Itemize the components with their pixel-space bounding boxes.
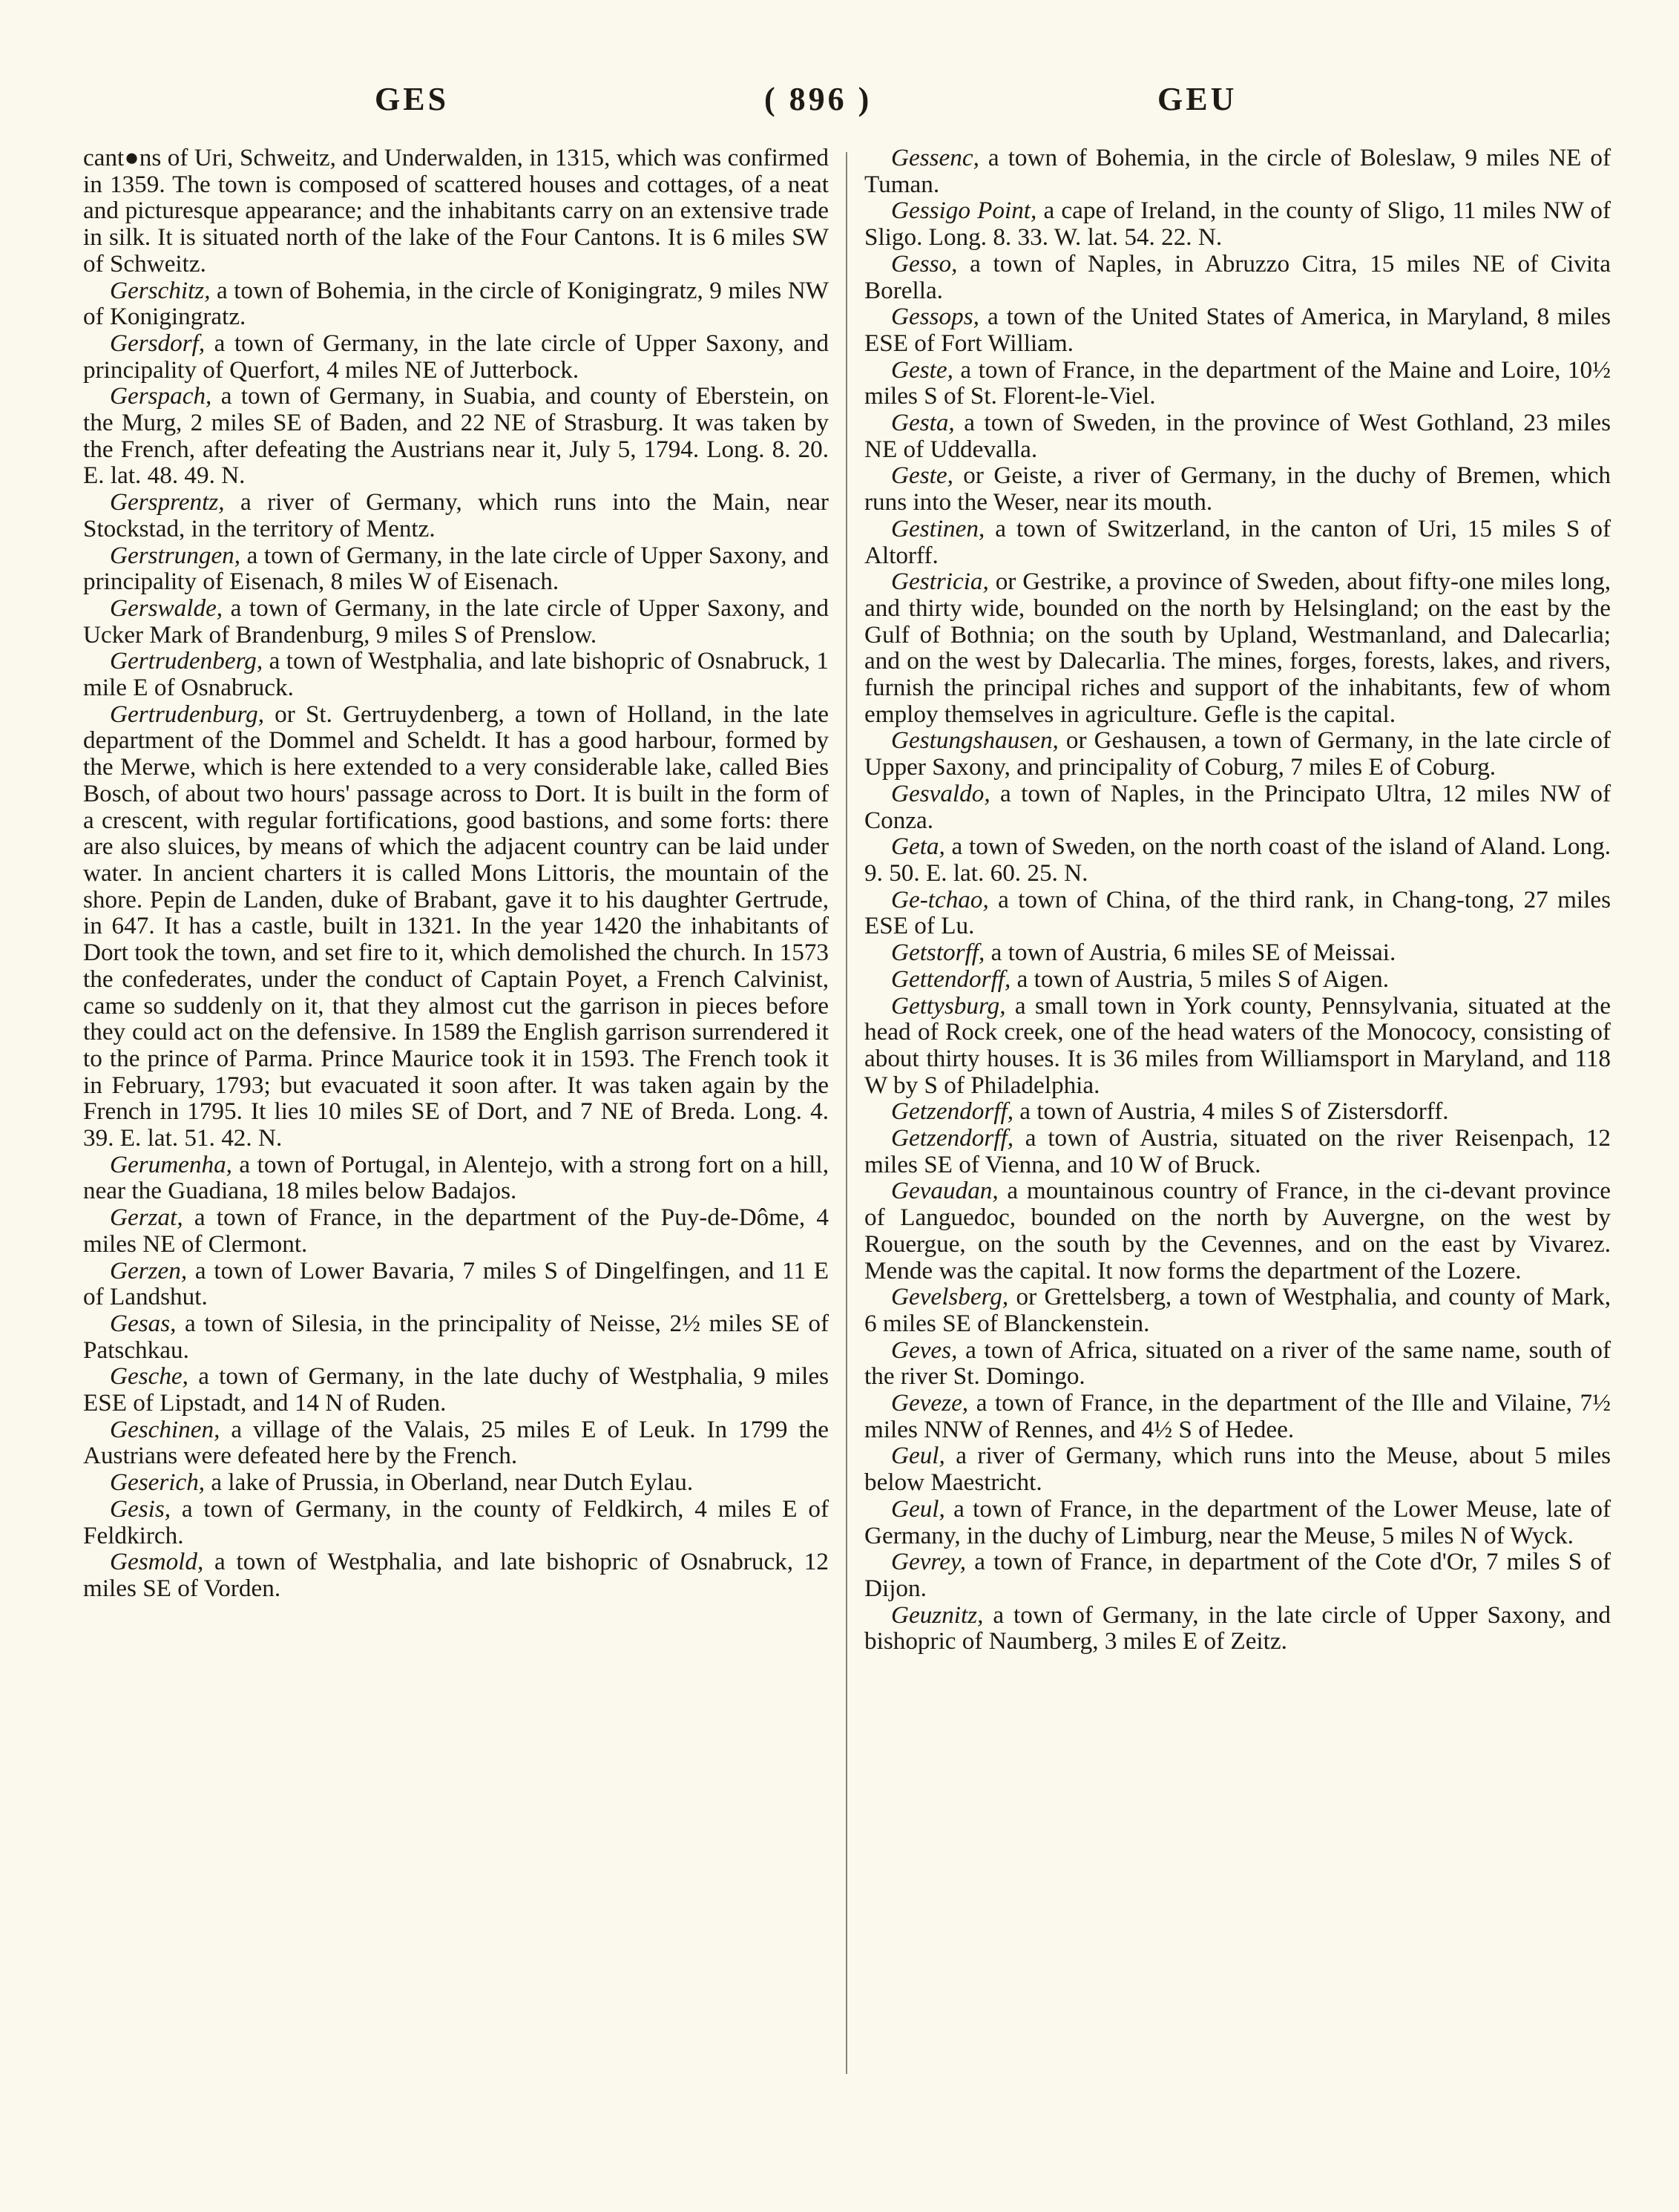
entry-headword: Geves, [891, 1336, 958, 1364]
left-column [83, 145, 829, 1602]
entry-headword: Gessops, [891, 303, 979, 331]
entry-headword: Gerschitz, [110, 276, 211, 304]
entry-headword: Gerspach, [110, 382, 212, 410]
entry [864, 939, 1611, 966]
entry [864, 1549, 1611, 1601]
entry-headword: Gesta, [891, 409, 955, 437]
entry-headword: Gesso, [891, 249, 958, 278]
entry-headword: Gerstrungen, [110, 541, 241, 569]
entry-headword: Gettendorff, [891, 965, 1011, 993]
entry [864, 516, 1611, 568]
entry-text: a town of Austria, situated on the river Reisenpach, 12 miles SE of Vienna, and 10 W of Bruck. [864, 1124, 1611, 1178]
entry-headword: Gestricia, [891, 568, 989, 596]
entry-text: or Gestrike, a province of Sweden, about fifty-one miles long, and thirty wide, bounded on the north by Helsingland; on the east by the Gulf of Bothnia; on the south by Upland, Westmanland, and Dalecarlia; and on the west by Dalecarlia. The mines, forges, forests, lakes, and rivers, furnish the principal riches and support of the inhabitants, few of whom employ themselves in agriculture. Gefle is the capital. [864, 568, 1611, 728]
entry-text: a town of the United States of America, in Maryland, 8 miles ESE of Fort William. [864, 303, 1611, 357]
entry [864, 993, 1611, 1099]
entry-text: or Grettelsberg, a town of Westphalia, and county of Mark, 6 miles SE of Blanckenstein. [864, 1283, 1611, 1337]
entry-headword: Getzendorff, [891, 1124, 1013, 1152]
entry-text: a town of Germany, in the late circle of Upper Saxony, and principality of Querfort, 4 miles NE of Jutterbock. [83, 329, 829, 384]
entry-headword: Getzendorff, [891, 1097, 1013, 1126]
entry-text: a river of Germany, which runs into the Meuse, about 5 miles below Maestricht. [864, 1442, 1611, 1497]
entry [83, 1363, 829, 1416]
entry-text: or Geiste, a river of Germany, in the duchy of Bremen, which runs into the Weser, near its mouth. [864, 462, 1611, 516]
entry-text: a town of Westphalia, and late bishopric of Osnabruck, 12 miles SE of Vorden. [83, 1548, 829, 1602]
entry-headword: Geul, [891, 1442, 945, 1470]
entry-text: a town of Silesia, in the principality of Neisse, 2½ miles SE of Patschkau. [83, 1309, 829, 1364]
entry [864, 887, 1611, 939]
entry-headword: Gestinen, [891, 514, 985, 542]
entry-text: a town of Naples, in Abruzzo Citra, 15 miles NE of Civita Borella. [864, 249, 1611, 304]
entry-text: a town of Germany, in the late circle of Upper Saxony, and bishopric of Naumberg, 3 miles E of Zeitz. [864, 1601, 1611, 1655]
entry-text: a town of France, in the department of the Lower Meuse, late of Germany, in the duchy of Limburg, near the Meuse, 5 miles N of Wyck. [864, 1494, 1611, 1549]
entry-headword: Gevrey, [891, 1548, 967, 1576]
entry-headword: Gessigo Point, [891, 197, 1037, 225]
entry [864, 1496, 1611, 1549]
entry [864, 1178, 1611, 1284]
entry-text: a village of the Valais, 25 miles E of Leuk. In 1799 the Austrians were defeated here by the French. [83, 1415, 829, 1470]
entry-text: a town of Germany, in the late circle of Upper Saxony, and principality of Eisenach, 8 miles W of Eisenach. [83, 541, 829, 596]
right-column [864, 145, 1611, 1655]
entry-headword: Gesas, [110, 1309, 177, 1337]
entry-text: cant●ns of Uri, Schweitz, and Underwalden, in 1315, which was confirmed in 1359. The town is composed of scattered houses and cottages, of a neat and picturesque appearance; and the inhabitants carry on an extensive trade in silk. It is situated north of the lake of the Four Cantons. It is 6 miles SW of Schweitz. [83, 144, 829, 278]
entry [864, 357, 1611, 410]
entry [864, 966, 1611, 993]
entry [83, 1204, 829, 1257]
entry-text: a town of Germany, in the late duchy of Westphalia, 9 miles ESE of Lipstadt, and 14 N of Ruden. [83, 1362, 829, 1417]
page-number: ( 896 ) [764, 81, 873, 117]
entry [864, 145, 1611, 197]
entry-headword: Gevaudan, [891, 1177, 999, 1205]
entry [83, 489, 829, 542]
entry [864, 410, 1611, 462]
entry [864, 1443, 1611, 1495]
entry-headword: Geschinen, [110, 1415, 220, 1443]
entry [864, 568, 1611, 727]
entry-text: a mountainous country of France, in the ci-devant province of Languedoc, bounded on the north by Auvergne, on the west by Rouergue, on the south by the Cevennes, and on the east by Vivarez. Mende was the capital. It now forms the department of the Lozere. [864, 1177, 1611, 1284]
entry [83, 1496, 829, 1549]
entry-headword: Gertrudenberg, [110, 647, 263, 675]
entry-text: a town of Africa, situated on a river of the same name, south of the river St. Domingo. [864, 1336, 1611, 1391]
entry-text: a small town in York county, Pennsylvania, situated at the head of Rock creek, one of the head waters of the Monococy, consisting of about thirty houses. It is 36 miles from Williamsport in Maryland, and 118 W by S of Philadelphia. [864, 991, 1611, 1099]
entry [864, 1602, 1611, 1655]
entry-text: a town of Austria, 4 miles S of Zistersdorff. [1013, 1097, 1449, 1126]
entry-headword: Geserich, [110, 1468, 206, 1497]
entry [864, 1390, 1611, 1443]
entry-text: a town of Portugal, in Alentejo, with a strong fort on a hill, near the Guadiana, 18 miles below Badajos. [83, 1150, 829, 1205]
entry [83, 383, 829, 489]
header-right-guide-word: GEU [1157, 81, 1238, 117]
entry [83, 648, 829, 700]
entry-headword: Gessenc, [891, 144, 979, 171]
entry-headword: Gertrudenburg, [110, 700, 265, 728]
entry-text: a town of Austria, 5 miles S of Aigen. [1011, 965, 1390, 993]
entry-text: a town of France, in the department of the Puy-de-Dôme, 4 miles NE of Clermont. [83, 1204, 829, 1258]
entry-headword: Gesis, [110, 1494, 171, 1523]
entry-text: or St. Gertruydenberg, a town of Holland, in the late department of the Dommel and Scheldt. It has a good harbour, formed by the Merwe, which is here extended to a very considerable lake, called Bies Bosch, of about two hours' passage across to Dort. It is built in the form of a crescent, with regular fortifications, good bastions, and some forts: there are also sluices, by means of which the adjacent country can be laid under water. In ancient charters it is called Mons Littoris, the mountain of the shore. Pepin de Landen, duke of Brabant, gave it to his daughter Gertrude, in 647. It has a castle, built in 1321. In the year 1420 the inhabitants of Dort took the town, and set fire to it, which demolished the church. In 1573 the confederates, under the conduct of Captain Poyet, a French Calvinist, came so suddenly on it, that they almost cut the garrison in pieces before they could act on the defensive. In 1589 the English garrison surrendered it to the prince of Parma. Prince Maurice took it in 1593. The French took it in February, 1793; but evacuated it soon after. It was taken again by the French in 1795. It lies 10 miles SE of Dort, and 7 NE of Breda. Long. 4. 39. E. lat. 51. 42. N. [83, 700, 829, 1152]
entry-text: a town of Germany, in the county of Feldkirch, 4 miles E of Feldkirch. [83, 1494, 829, 1549]
entry-text: a town of Germany, in Suabia, and county of Eberstein, on the Murg, 2 miles SE of Baden, and 22 NE of Strasburg. It was taken by the French, after defeating the Austrians near it, July 5, 1794. Long. 8. 20. E. lat. 48. 49. N. [83, 382, 829, 490]
entry [864, 1125, 1611, 1178]
entry-text: a town of Sweden, in the province of West Gothland, 23 miles NE of Uddevalla. [864, 409, 1611, 463]
entry [83, 330, 829, 383]
entry [864, 303, 1611, 356]
entry-text: a town of France, in the department of the Ille and Vilaine, 7½ miles NNW of Rennes, and 4½ S of Hedee. [864, 1389, 1611, 1443]
entry-text: a town of Switzerland, in the canton of Uri, 15 miles S of Altorff. [864, 514, 1611, 569]
entry-headword: Geveze, [891, 1389, 969, 1417]
entry-text: a town of Bohemia, in the circle of Boleslaw, 9 miles NE of Tuman. [864, 144, 1611, 198]
column-divider [846, 152, 847, 2074]
entry [864, 727, 1611, 780]
entry-headword: Gesche, [110, 1362, 188, 1391]
entry-headword: Gersdorf, [110, 329, 206, 357]
entry [864, 1284, 1611, 1336]
entry-headword: Gevelsberg, [891, 1283, 1009, 1311]
entry-headword: Ge-tchao, [891, 885, 989, 913]
entry [864, 781, 1611, 833]
entry-text: a town of France, in department of the Cote d'Or, 7 miles S of Dijon. [864, 1548, 1611, 1602]
entry-text: a town of Westphalia, and late bishopric of Osnabruck, 1 mile E of Osnabruck. [83, 647, 829, 702]
entry-text: a town of Austria, 6 miles SE of Meissai. [985, 939, 1396, 967]
entry-text: a town of Bohemia, in the circle of Konigingratz, 9 miles NW of Konigingratz. [83, 276, 829, 331]
entry-text: a town of China, of the third rank, in Chang-tong, 27 miles ESE of Lu. [864, 885, 1611, 940]
entry-headword: Gesvaldo, [891, 779, 990, 807]
entry-headword: Geste, [891, 462, 953, 490]
entry-text: a river of Germany, which runs into the Main, near Stockstad, in the territory of Mentz. [83, 488, 829, 542]
entry-headword: Geul, [891, 1494, 945, 1523]
entry [83, 1310, 829, 1363]
entry [83, 145, 829, 278]
entry-headword: Gerzen, [110, 1256, 188, 1284]
entry [83, 1152, 829, 1204]
entry-text: a town of Germany, in the late circle of Upper Saxony, and Ucker Mark of Brandenburg, 9 miles S of Prenslow. [83, 594, 829, 649]
header-left-guide-word: GES [375, 81, 450, 117]
entry [83, 542, 829, 595]
entry [83, 1469, 829, 1496]
entry [83, 1549, 829, 1601]
entry [864, 1337, 1611, 1390]
entry [83, 701, 829, 1152]
entry-headword: Geta, [891, 833, 945, 861]
entry-text: a cape of Ireland, in the county of Sligo, 11 miles NW of Sligo. Long. 8. 33. W. lat. 54. 22. N. [864, 197, 1611, 252]
entry-headword: Geste, [891, 355, 953, 384]
entry [83, 1258, 829, 1310]
entry-headword: Gerswalde, [110, 594, 223, 622]
entry [864, 1098, 1611, 1125]
entry-text: a lake of Prussia, in Oberland, near Dutch Eylau. [205, 1468, 694, 1497]
entry [864, 197, 1611, 250]
entry-text: a town of Naples, in the Principato Ultra, 12 miles NW of Conza. [864, 779, 1611, 834]
entry-headword: Gestungshausen, [891, 726, 1059, 755]
entry [83, 1417, 829, 1469]
entry-text: a town of France, in the department of the Maine and Loire, 10½ miles S of St. Florent-le-Viel. [864, 355, 1611, 410]
entry-headword: Geuznitz, [891, 1601, 984, 1629]
entry [864, 251, 1611, 303]
entry-text: a town of Sweden, on the north coast of the island of Aland. Long. 9. 50. E. lat. 60. 25. N. [864, 833, 1611, 887]
entry [83, 595, 829, 648]
entry-headword: Gerzat, [110, 1204, 183, 1232]
entry-headword: Gersprentz, [110, 488, 225, 516]
entry-headword: Gettysburg, [891, 991, 1006, 1020]
entry-headword: Gesmold, [110, 1548, 204, 1576]
entry [83, 278, 829, 330]
entry-text: a town of Lower Bavaria, 7 miles S of Dingelfingen, and 11 E of Landshut. [83, 1256, 829, 1311]
entry [864, 462, 1611, 515]
entry [864, 833, 1611, 886]
entry-headword: Gerumenha, [110, 1150, 232, 1178]
entry-headword: Getstorff, [891, 939, 985, 967]
entry-text: or Geshausen, a town of Germany, in the late circle of Upper Saxony, and principality of Coburg, 7 miles E of Coburg. [864, 726, 1611, 781]
